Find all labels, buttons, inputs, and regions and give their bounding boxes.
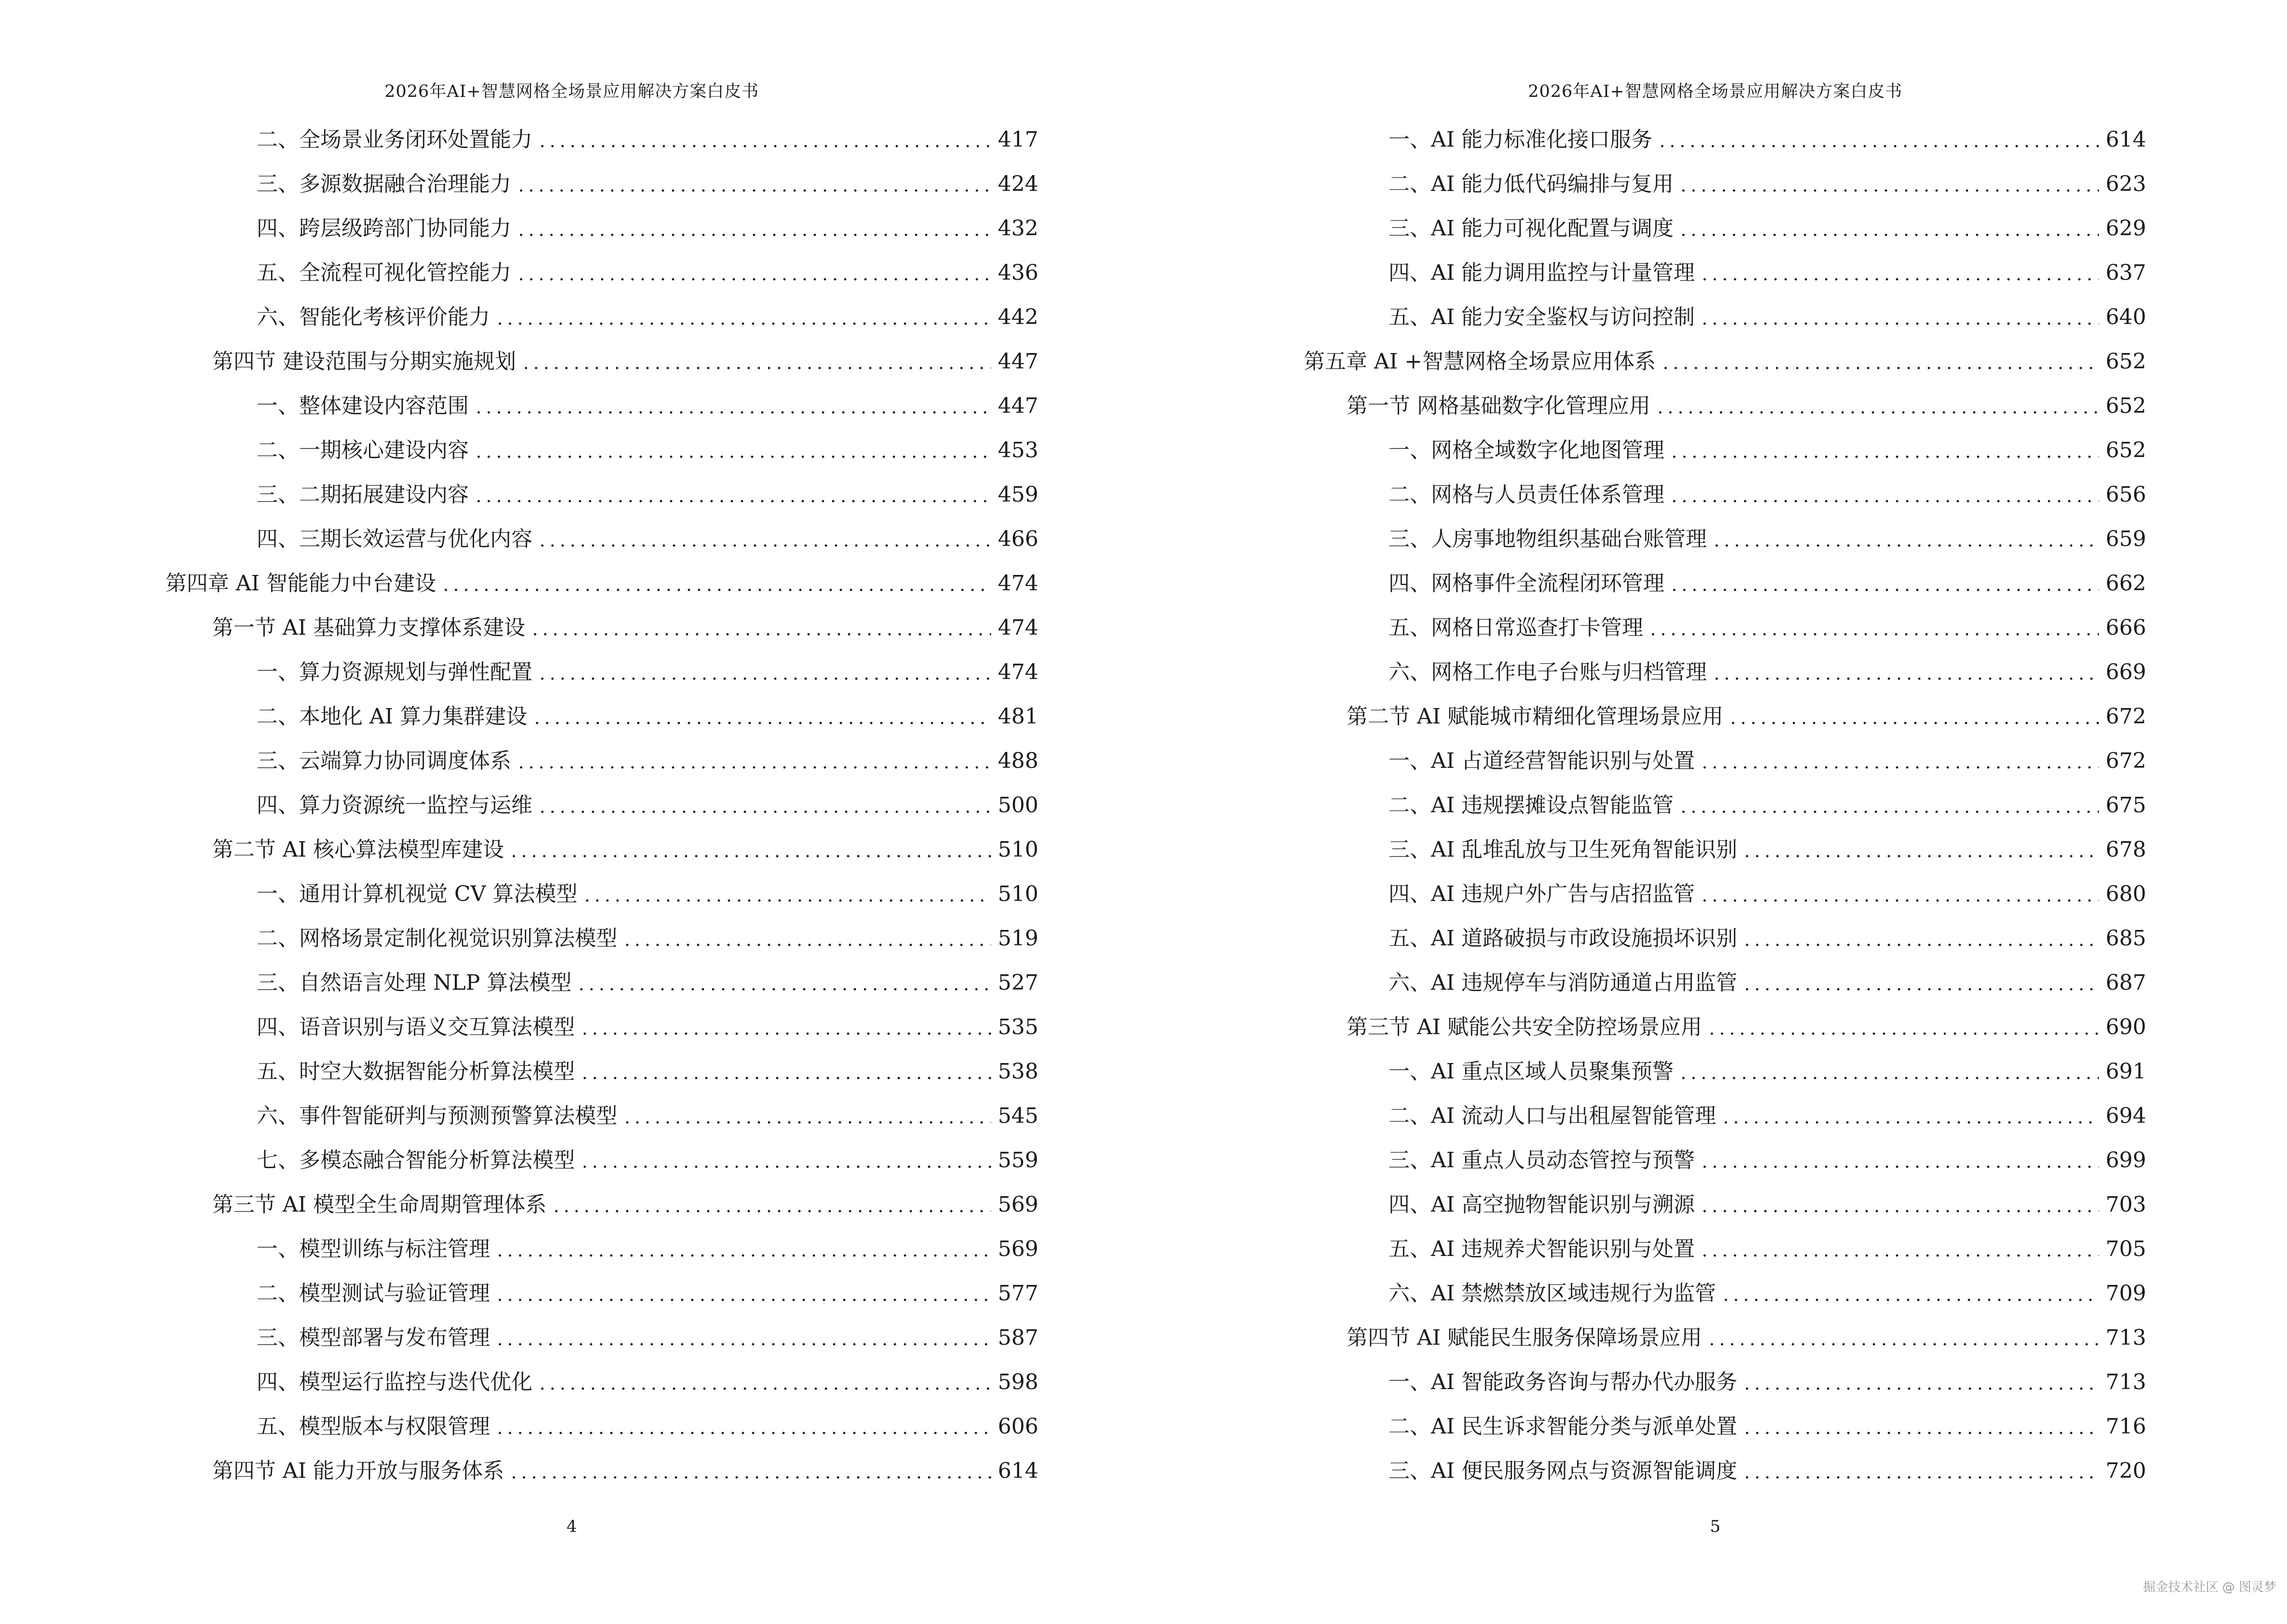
toc-subsection-entry[interactable]: [0, 118, 1144, 162]
dot-leader: [1698, 307, 2099, 328]
dot-leader: [472, 484, 991, 505]
toc-section-entry[interactable]: [0, 340, 1144, 384]
toc-entry-page-number: 488: [998, 749, 1038, 773]
toc-subsection-entry[interactable]: [0, 1360, 1144, 1405]
toc-entry-title: 六、事件智能研判与预测预警算法模型: [257, 1104, 617, 1128]
toc-entry-page-number: 691: [2106, 1059, 2146, 1084]
toc-entry-page-number: 662: [2106, 571, 2146, 596]
toc-entry-page-number: 436: [998, 260, 1038, 285]
dot-leader: [1740, 839, 2099, 860]
running-header: 2026年AI+智慧网格全场景应用解决方案白皮书: [384, 82, 759, 101]
watermark-text: 掘金技术社区 @ 图灵梦: [2143, 1580, 2276, 1595]
toc-entry-title: 五、网格日常巡查打卡管理: [1389, 615, 1643, 640]
toc-entry-page-number: 623: [2106, 172, 2146, 196]
toc-subsection-entry[interactable]: [1144, 1183, 2287, 1227]
dot-leader: [1676, 218, 2099, 239]
toc-entry-title: 第二节 AI 核心算法模型库建设: [212, 837, 504, 862]
dot-leader: [514, 174, 991, 195]
toc-section-entry[interactable]: [1144, 1005, 2287, 1050]
toc-entry-page-number: 705: [2106, 1237, 2146, 1261]
toc-entry-title: 七、多模态融合智能分析算法模型: [257, 1148, 575, 1173]
dot-leader: [1698, 1239, 2099, 1260]
toc-entry-page-number: 606: [998, 1414, 1038, 1439]
toc-entry-title: 一、AI 能力标准化接口服务: [1389, 127, 1653, 152]
dot-leader: [580, 884, 991, 905]
toc-entry-page-number: 652: [2106, 394, 2146, 418]
toc-entry-title: 四、AI 能力调用监控与计量管理: [1389, 260, 1695, 285]
toc-entry-page-number: 669: [2106, 660, 2146, 684]
toc-entry-page-number: 474: [998, 571, 1038, 596]
toc-entry-page-number: 453: [998, 438, 1038, 463]
toc-entry-page-number: 569: [998, 1237, 1038, 1261]
toc-entry-page-number: 424: [998, 172, 1038, 196]
toc-chapter-entry[interactable]: [0, 561, 1144, 606]
toc-subsection-entry[interactable]: [1144, 1271, 2287, 1316]
toc-entry-title: 三、多源数据融合治理能力: [257, 172, 511, 196]
dot-leader: [493, 1239, 991, 1260]
toc-entry-page-number: 417: [998, 127, 1038, 152]
toc-entry-page-number: 720: [2106, 1459, 2146, 1483]
dot-leader: [1719, 1105, 2099, 1127]
dot-leader: [1676, 795, 2099, 816]
toc-subsection-entry[interactable]: [0, 695, 1144, 739]
toc-entry-title: 二、网格与人员责任体系管理: [1389, 482, 1664, 507]
toc-entry-page-number: 577: [998, 1281, 1038, 1306]
toc-entry-title: 三、AI 乱堆乱放与卫生死角智能识别: [1389, 837, 1738, 862]
toc-entry-title: 四、算力资源统一监控与运维: [257, 793, 532, 818]
toc-subsection-entry[interactable]: [1144, 295, 2287, 340]
dot-leader: [530, 706, 991, 727]
toc-entry-title: 第四节 建设范围与分期实施规划: [212, 349, 516, 374]
toc-subsection-entry[interactable]: [1144, 206, 2287, 251]
dot-leader: [514, 751, 991, 772]
dot-leader: [578, 1061, 991, 1082]
toc-entry-title: 三、人房事地物组织基础台账管理: [1389, 527, 1707, 551]
dot-leader: [514, 218, 991, 239]
toc-entry-page-number: 442: [998, 305, 1038, 329]
dot-leader: [519, 351, 991, 372]
toc-subsection-entry[interactable]: [1144, 1138, 2287, 1183]
toc-entry-title: 五、模型版本与权限管理: [257, 1414, 490, 1439]
toc-entry-title: 第四节 AI 能力开放与服务体系: [212, 1459, 504, 1483]
dot-leader: [507, 1460, 991, 1482]
toc-entry-title: 五、全流程可视化管控能力: [257, 260, 511, 285]
toc-entry-title: 一、整体建设内容范围: [257, 394, 469, 418]
toc-entry-page-number: 680: [2106, 882, 2146, 906]
toc-entry-page-number: 685: [2106, 926, 2146, 951]
toc-subsection-entry[interactable]: [0, 783, 1144, 828]
toc-subsection-entry[interactable]: [0, 1005, 1144, 1050]
dot-leader: [1659, 351, 2099, 372]
toc-entry-title: 一、AI 智能政务咨询与帮办代办服务: [1389, 1370, 1738, 1394]
toc-entry-title: 六、AI 违规停车与消防通道占用监管: [1389, 970, 1738, 995]
toc-entry-title: 二、AI 流动人口与出租屋智能管理: [1389, 1104, 1716, 1128]
dot-leader: [1667, 573, 2099, 594]
toc-subsection-entry[interactable]: [0, 1227, 1144, 1271]
dot-leader: [514, 262, 991, 284]
dot-leader: [493, 1327, 991, 1349]
toc-subsection-entry[interactable]: [1144, 473, 2287, 517]
dot-leader: [1698, 1150, 2099, 1171]
toc-entry-page-number: 703: [2106, 1192, 2146, 1217]
toc-entry-title: 四、AI 高空抛物智能识别与溯源: [1389, 1192, 1695, 1217]
toc-subsection-entry[interactable]: [0, 473, 1144, 517]
toc-subsection-entry[interactable]: [1144, 1449, 2287, 1493]
toc-subsection-entry[interactable]: [0, 1138, 1144, 1183]
toc-entry-page-number: 713: [2106, 1325, 2146, 1350]
toc-entry-title: 五、AI 违规养犬智能识别与处置: [1389, 1237, 1695, 1261]
toc-section-entry[interactable]: [1144, 695, 2287, 739]
toc-entry-title: 第四章 AI 智能能力中台建设: [165, 571, 436, 596]
toc-entry-page-number: 690: [2106, 1015, 2146, 1039]
toc-chapter-entry[interactable]: [1144, 340, 2287, 384]
dot-leader: [578, 1017, 991, 1038]
dot-leader: [1719, 1283, 2099, 1304]
toc-entry-page-number: 535: [998, 1015, 1038, 1039]
dot-leader: [620, 1105, 991, 1127]
toc-entry-title: 四、网格事件全流程闭环管理: [1389, 571, 1664, 596]
toc-subsection-entry[interactable]: [1144, 1360, 2287, 1405]
toc-section-entry[interactable]: [0, 606, 1144, 650]
toc-entry-page-number: 652: [2106, 438, 2146, 463]
toc-entry-page-number: 713: [2106, 1370, 2146, 1394]
toc-subsection-entry[interactable]: [1144, 1227, 2287, 1271]
dot-leader: [535, 529, 991, 550]
toc-subsection-entry[interactable]: [0, 1094, 1144, 1138]
toc-subsection-entry[interactable]: [1144, 872, 2287, 916]
toc-subsection-entry[interactable]: [0, 1271, 1144, 1316]
toc-subsection-entry[interactable]: [0, 739, 1144, 783]
toc-subsection-entry[interactable]: [1144, 606, 2287, 650]
dot-leader: [1653, 396, 2099, 417]
toc-subsection-entry[interactable]: [1144, 428, 2287, 473]
toc-entry-page-number: 640: [2106, 305, 2146, 329]
dot-leader: [574, 972, 991, 994]
toc-entry-page-number: 675: [2106, 793, 2146, 818]
dot-leader: [493, 307, 991, 328]
toc-subsection-entry[interactable]: [0, 1405, 1144, 1449]
dot-leader: [1740, 1416, 2099, 1437]
toc-entry-title: 一、模型训练与标注管理: [257, 1237, 490, 1261]
dot-leader: [1705, 1017, 2099, 1038]
toc-subsection-entry[interactable]: [0, 1316, 1144, 1360]
toc-entry-page-number: 569: [998, 1192, 1038, 1217]
dot-leader: [1698, 884, 2099, 905]
dot-leader: [1740, 1460, 2099, 1482]
dot-leader: [1710, 662, 2099, 683]
toc-entry-title: 五、AI 能力安全鉴权与访问控制: [1389, 305, 1695, 329]
dot-leader: [1740, 1372, 2099, 1393]
toc-entry-page-number: 656: [2106, 482, 2146, 507]
toc-entry-title: 第二节 AI 赋能城市精细化管理场景应用: [1347, 704, 1724, 729]
toc-subsection-entry[interactable]: [1144, 251, 2287, 295]
toc-subsection-entry[interactable]: [1144, 916, 2287, 961]
toc-subsection-entry[interactable]: [0, 517, 1144, 561]
toc-entry-page-number: 510: [998, 882, 1038, 906]
toc-entry-page-number: 629: [2106, 216, 2146, 241]
toc-subsection-entry[interactable]: [0, 650, 1144, 695]
toc-entry-title: 五、时空大数据智能分析算法模型: [257, 1059, 575, 1084]
toc-section-entry[interactable]: [1144, 1316, 2287, 1360]
toc-subsection-entry[interactable]: [0, 961, 1144, 1005]
toc-section-entry[interactable]: [0, 1183, 1144, 1227]
toc-entry-page-number: 447: [998, 349, 1038, 374]
toc-subsection-entry[interactable]: [1144, 517, 2287, 561]
dot-leader: [620, 928, 991, 949]
toc-entry-title: 二、模型测试与验证管理: [257, 1281, 490, 1306]
toc-entry-page-number: 447: [998, 394, 1038, 418]
toc-entry-title: 二、一期核心建设内容: [257, 438, 469, 463]
dot-leader: [549, 1194, 991, 1215]
dot-leader: [507, 839, 991, 860]
toc-subsection-entry[interactable]: [0, 872, 1144, 916]
dot-leader: [1726, 706, 2099, 727]
toc-subsection-entry[interactable]: [0, 916, 1144, 961]
toc-entry-page-number: 659: [2106, 527, 2146, 551]
toc-subsection-entry[interactable]: [0, 206, 1144, 251]
toc-entry-title: 第四节 AI 赋能民生服务保障场景应用: [1347, 1325, 1702, 1350]
toc-list: [0, 118, 1144, 1493]
dot-leader: [1655, 129, 2099, 150]
toc-subsection-entry[interactable]: [1144, 650, 2287, 695]
dot-leader: [1667, 440, 2099, 461]
dot-leader: [1740, 928, 2099, 949]
toc-subsection-entry[interactable]: [0, 295, 1144, 340]
toc-entry-title: 第三节 AI 模型全生命周期管理体系: [212, 1192, 547, 1217]
toc-subsection-entry[interactable]: [0, 428, 1144, 473]
dot-leader: [535, 129, 991, 150]
toc-entry-title: 一、AI 占道经营智能识别与处置: [1389, 749, 1695, 773]
toc-entry-title: 第五章 AI +智慧网格全场景应用体系: [1304, 349, 1656, 374]
toc-entry-page-number: 598: [998, 1370, 1038, 1394]
dot-leader: [535, 795, 991, 816]
dot-leader: [493, 1283, 991, 1304]
toc-entry-page-number: 474: [998, 660, 1038, 684]
toc-entry-title: 一、通用计算机视觉 CV 算法模型: [257, 882, 578, 906]
toc-subsection-entry[interactable]: [1144, 118, 2287, 162]
toc-entry-title: 六、AI 禁燃禁放区域违规行为监管: [1389, 1281, 1716, 1306]
toc-entry-page-number: 614: [2106, 127, 2146, 152]
toc-entry-title: 二、AI 民生诉求智能分类与派单处置: [1389, 1414, 1738, 1439]
toc-entry-title: 第三节 AI 赋能公共安全防控场景应用: [1347, 1015, 1702, 1039]
toc-entry-page-number: 466: [998, 527, 1038, 551]
toc-entry-title: 二、全场景业务闭环处置能力: [257, 127, 532, 152]
toc-entry-page-number: 545: [998, 1104, 1038, 1128]
dot-leader: [1676, 174, 2099, 195]
page-number: 4: [566, 1517, 577, 1536]
toc-entry-title: 二、AI 能力低代码编排与复用: [1389, 172, 1674, 196]
toc-subsection-entry[interactable]: [0, 384, 1144, 428]
toc-entry-title: 三、AI 便民服务网点与资源智能调度: [1389, 1459, 1738, 1483]
toc-entry-title: 第一节 网格基础数字化管理应用: [1347, 394, 1650, 418]
toc-subsection-entry[interactable]: [1144, 739, 2287, 783]
toc-entry-page-number: 527: [998, 970, 1038, 995]
toc-entry-page-number: 481: [998, 704, 1038, 729]
toc-entry-title: 四、AI 违规户外广告与店招监管: [1389, 882, 1695, 906]
toc-subsection-entry[interactable]: [1144, 1405, 2287, 1449]
dot-leader: [493, 1416, 991, 1437]
toc-entry-title: 四、跨层级跨部门协同能力: [257, 216, 511, 241]
toc-entry-page-number: 510: [998, 837, 1038, 862]
toc-entry-title: 三、AI 能力可视化配置与调度: [1389, 216, 1674, 241]
toc-entry-page-number: 687: [2106, 970, 2146, 995]
toc-entry-title: 一、网格全域数字化地图管理: [1389, 438, 1664, 463]
toc-subsection-entry[interactable]: [1144, 961, 2287, 1005]
dot-leader: [1698, 262, 2099, 284]
toc-entry-page-number: 474: [998, 615, 1038, 640]
toc-entry-page-number: 694: [2106, 1104, 2146, 1128]
toc-entry-page-number: 666: [2106, 615, 2146, 640]
toc-entry-title: 五、AI 道路破损与市政设施损坏识别: [1389, 926, 1738, 951]
toc-entry-page-number: 538: [998, 1059, 1038, 1084]
dot-leader: [535, 1372, 991, 1393]
dot-leader: [578, 1150, 991, 1171]
toc-entry-page-number: 559: [998, 1148, 1038, 1173]
toc-entry-title: 六、智能化考核评价能力: [257, 305, 490, 329]
toc-entry-page-number: 587: [998, 1325, 1038, 1350]
dot-leader: [528, 617, 991, 639]
toc-entry-title: 三、自然语言处理 NLP 算法模型: [257, 970, 572, 995]
toc-list: [1144, 118, 2287, 1493]
toc-entry-page-number: 678: [2106, 837, 2146, 862]
running-header: 2026年AI+智慧网格全场景应用解决方案白皮书: [1528, 82, 1903, 101]
dot-leader: [1698, 751, 2099, 772]
toc-subsection-entry[interactable]: [1144, 1094, 2287, 1138]
dot-leader: [535, 662, 991, 683]
toc-entry-page-number: 699: [2106, 1148, 2146, 1173]
dot-leader: [1710, 529, 2099, 550]
toc-entry-title: 四、三期长效运营与优化内容: [257, 527, 532, 551]
toc-entry-title: 三、AI 重点人员动态管控与预警: [1389, 1148, 1695, 1173]
toc-subsection-entry[interactable]: [0, 251, 1144, 295]
toc-subsection-entry[interactable]: [1144, 561, 2287, 606]
toc-entry-page-number: 614: [998, 1459, 1038, 1483]
toc-entry-title: 一、AI 重点区域人员聚集预警: [1389, 1059, 1674, 1084]
dot-leader: [472, 440, 991, 461]
toc-entry-title: 三、云端算力协同调度体系: [257, 749, 511, 773]
dot-leader: [439, 573, 991, 594]
toc-subsection-entry[interactable]: [1144, 828, 2287, 872]
toc-entry-title: 第一节 AI 基础算力支撑体系建设: [212, 615, 526, 640]
toc-entry-title: 四、语音识别与语义交互算法模型: [257, 1015, 575, 1039]
dot-leader: [1740, 972, 2099, 994]
toc-entry-title: 三、模型部署与发布管理: [257, 1325, 490, 1350]
toc-entry-title: 一、算力资源规划与弹性配置: [257, 660, 532, 684]
toc-entry-page-number: 652: [2106, 349, 2146, 374]
toc-entry-page-number: 672: [2106, 704, 2146, 729]
toc-section-entry[interactable]: [1144, 384, 2287, 428]
toc-section-entry[interactable]: [0, 1449, 1144, 1493]
dot-leader: [1667, 484, 2099, 505]
toc-entry-page-number: 672: [2106, 749, 2146, 773]
toc-entry-page-number: 637: [2106, 260, 2146, 285]
toc-entry-title: 四、模型运行监控与迭代优化: [257, 1370, 532, 1394]
dot-leader: [1676, 1061, 2099, 1082]
toc-subsection-entry[interactable]: [0, 162, 1144, 206]
toc-section-entry[interactable]: [0, 828, 1144, 872]
toc-subsection-entry[interactable]: [1144, 162, 2287, 206]
toc-entry-page-number: 709: [2106, 1281, 2146, 1306]
toc-entry-title: 三、二期拓展建设内容: [257, 482, 469, 507]
toc-entry-title: 二、网格场景定制化视觉识别算法模型: [257, 926, 617, 951]
toc-entry-page-number: 716: [2106, 1414, 2146, 1439]
toc-subsection-entry[interactable]: [0, 1050, 1144, 1094]
dot-leader: [1705, 1327, 2099, 1349]
dot-leader: [1698, 1194, 2099, 1215]
toc-page-right: [1144, 0, 2287, 1624]
toc-entry-page-number: 459: [998, 482, 1038, 507]
toc-entry-title: 二、AI 违规摆摊设点智能监管: [1389, 793, 1674, 818]
toc-entry-title: 二、本地化 AI 算力集群建设: [257, 704, 528, 729]
toc-subsection-entry[interactable]: [1144, 1050, 2287, 1094]
toc-entry-page-number: 519: [998, 926, 1038, 951]
toc-entry-title: 六、网格工作电子台账与归档管理: [1389, 660, 1707, 684]
toc-entry-page-number: 432: [998, 216, 1038, 241]
toc-subsection-entry[interactable]: [1144, 783, 2287, 828]
dot-leader: [1646, 617, 2099, 639]
page-number: 5: [1710, 1517, 1721, 1536]
toc-entry-page-number: 500: [998, 793, 1038, 818]
dot-leader: [472, 396, 991, 417]
